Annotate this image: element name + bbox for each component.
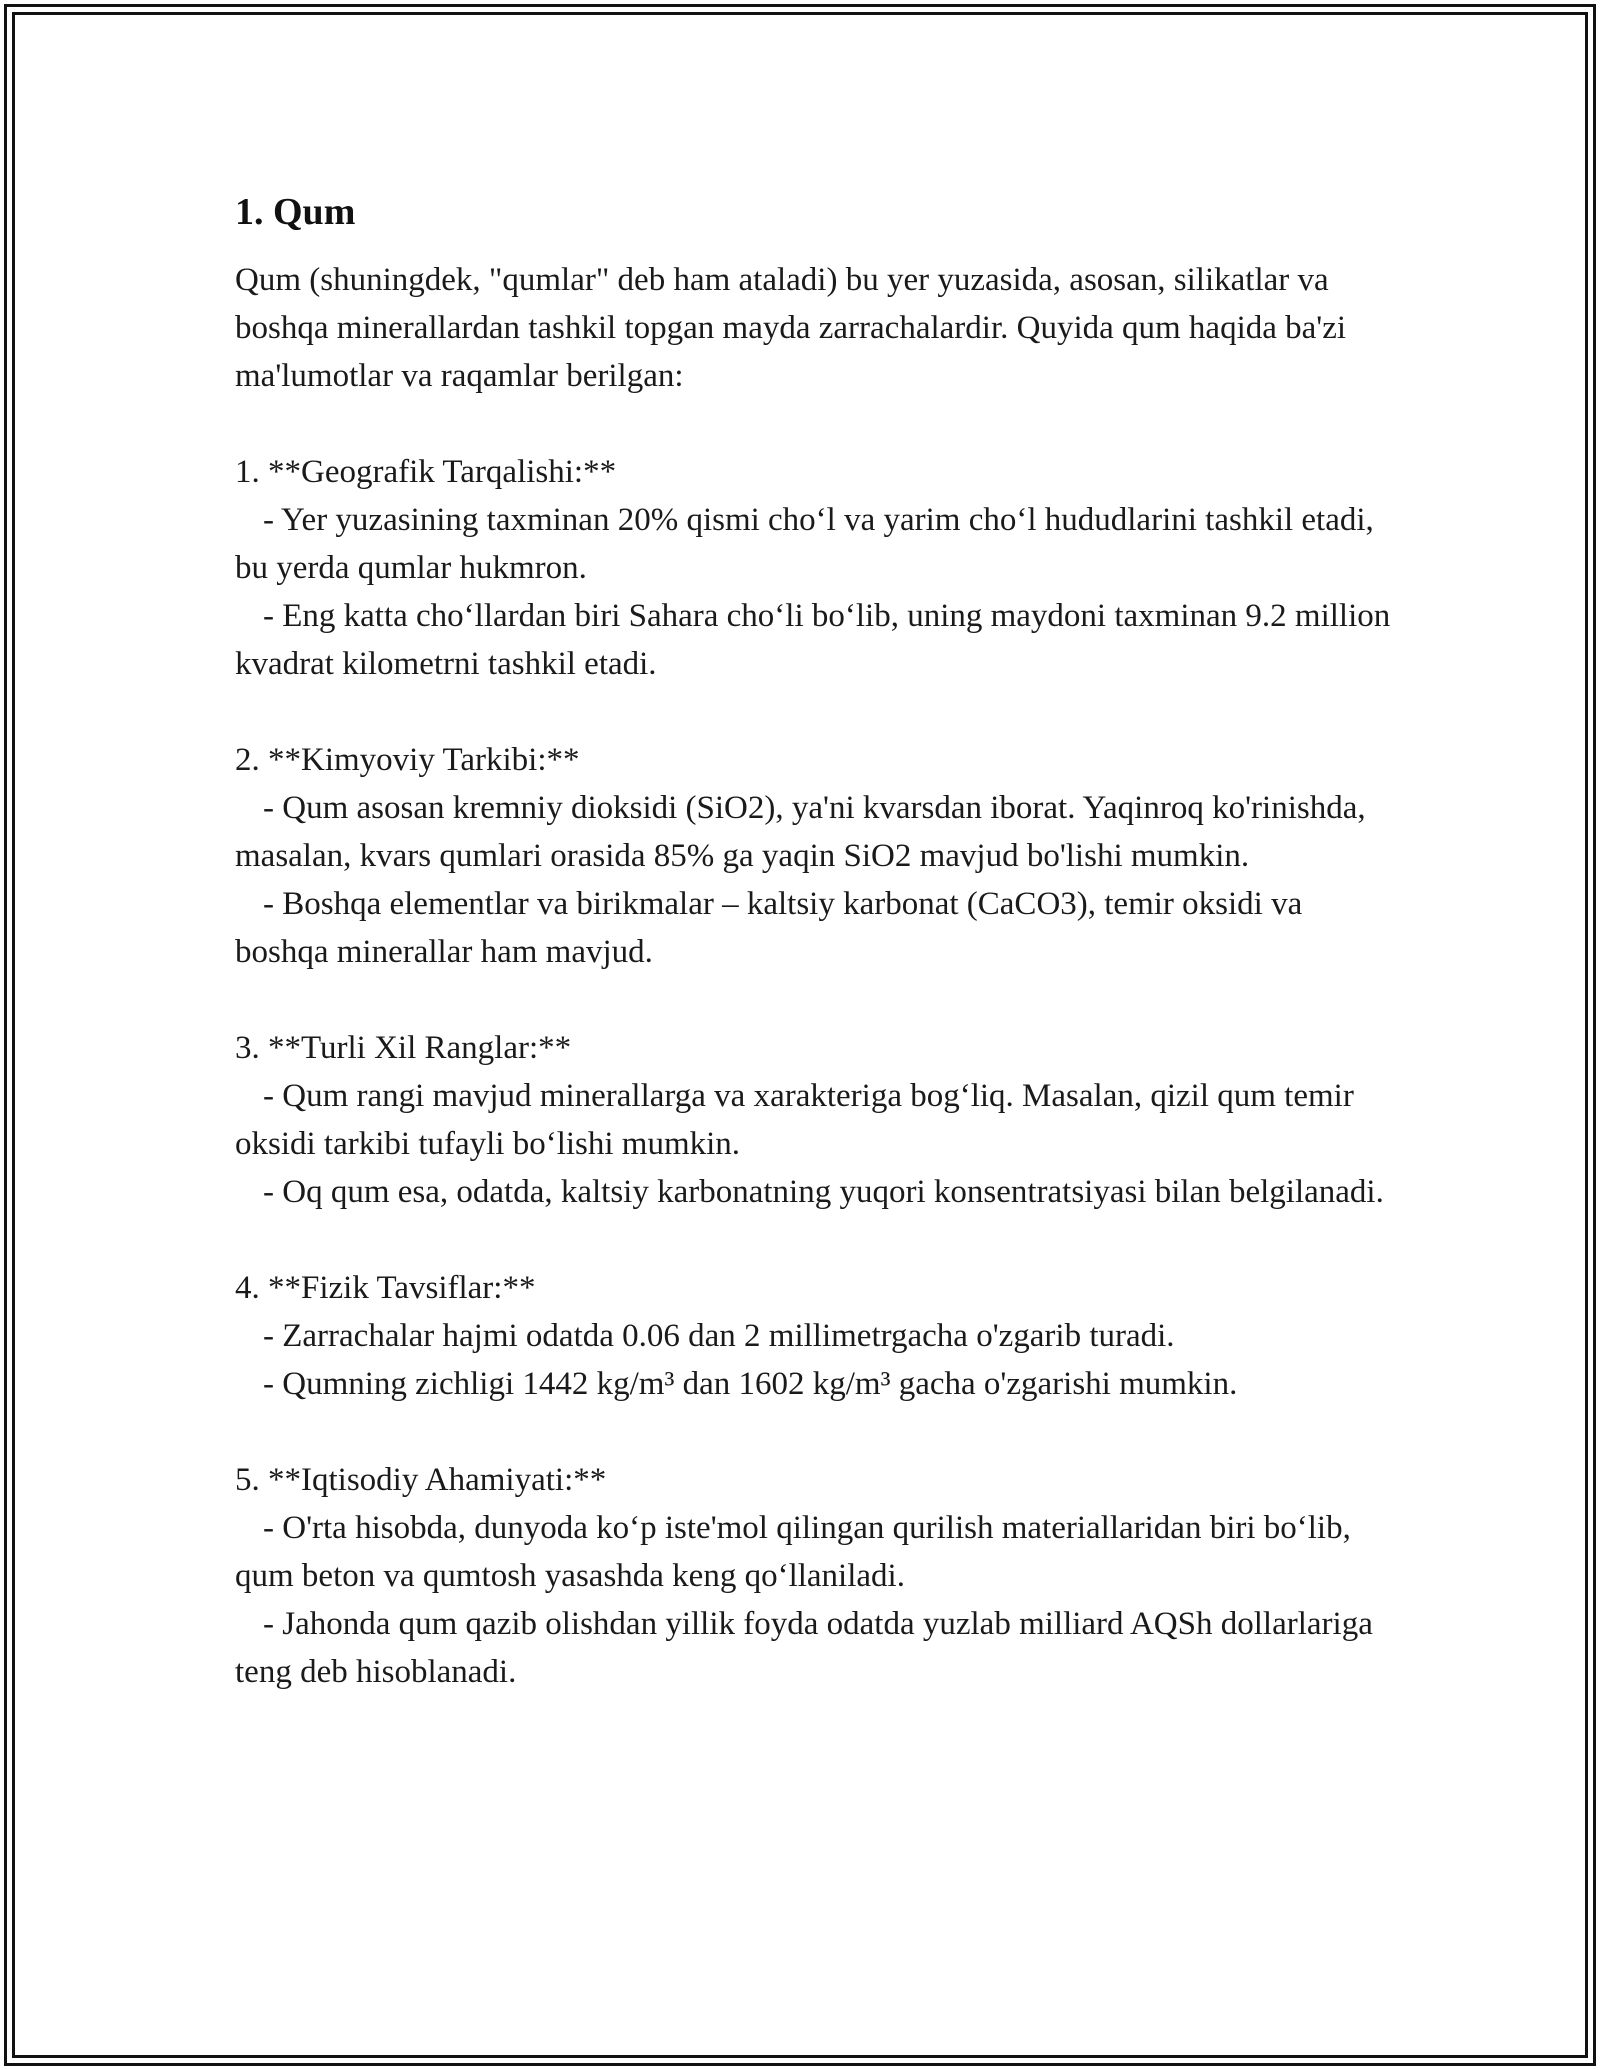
section-ranglar (235, 1024, 1395, 1216)
section-heading: 3. **Turli Xil Ranglar:** (235, 1030, 572, 1066)
section-heading: 5. **Iqtisodiy Ahamiyati:** (235, 1462, 607, 1498)
section-bullet: - Yer yuzasining taxminan 20% qismi cho‘l va yarim cho‘l hududlarini tashkil etadi, bu yerda qumlar hukmron. (235, 502, 1374, 586)
section-heading: 2. **Kimyoviy Tarkibi:** (235, 742, 580, 778)
intro-paragraph: Qum (shuningdek, "qumlar" deb ham ataladi) bu yer yuzasida, asosan, silikatlar va boshqa minerallardan tashkil topgan mayda zarrachalardir. Quyida qum haqida ba'zi ma'lumotlar va raqamlar berilgan: (235, 262, 1347, 394)
section-bullet: - Eng katta cho‘llardan biri Sahara cho‘li bo‘lib, uning maydoni taxminan 9.2 million kvadrat kilometrni tashkil etadi. (235, 598, 1391, 682)
section-heading: 1. **Geografik Tarqalishi:** (235, 454, 617, 490)
section-bullet: - Qum rangi mavjud minerallarga va xarakteriga bog‘liq. Masalan, qizil qum temir oksidi tarkibi tufayli bo‘lishi mumkin. (235, 1078, 1354, 1162)
section-bullet: - Jahonda qum qazib olishdan yillik foyda odatda yuzlab milliard AQSh dollarlariga teng deb hisoblanadi. (235, 1606, 1373, 1690)
section-iqtisodiy (235, 1456, 1395, 1696)
section-bullet: - O'rta hisobda, dunyoda ko‘p iste'mol qilingan qurilish materiallaridan biri bo‘lib, qum beton va qumtosh yasashda keng qo‘llaniladi. (235, 1510, 1351, 1594)
section-bullet: - Qum asosan kremniy dioksidi (SiO2), ya'ni kvarsdan iborat. Yaqinroq ko'rinishda, masalan, kvars qumlari orasida 85% ga yaqin SiO2 mavjud bo'lishi mumkin. (235, 790, 1366, 874)
document-page (235, 186, 1395, 1696)
section-kimyoviy (235, 736, 1395, 976)
document-title: 1. Qum (235, 191, 356, 233)
section-heading: 4. **Fizik Tavsiflar:** (235, 1270, 536, 1306)
section-bullet: - Qumning zichligi 1442 kg/m³ dan 1602 kg/m³ gacha o'zgarishi mumkin. (263, 1366, 1238, 1402)
section-geografik (235, 448, 1395, 688)
section-bullet: - Zarrachalar hajmi odatda 0.06 dan 2 millimetrgacha o'zgarib turadi. (263, 1318, 1175, 1354)
section-bullet: - Boshqa elementlar va birikmalar – kaltsiy karbonat (CaCO3), temir oksidi va boshqa minerallar ham mavjud. (235, 886, 1303, 970)
section-fizik (235, 1264, 1395, 1408)
section-bullet: - Oq qum esa, odatda, kaltsiy karbonatning yuqori konsentratsiyasi bilan belgilanadi. (263, 1174, 1384, 1210)
